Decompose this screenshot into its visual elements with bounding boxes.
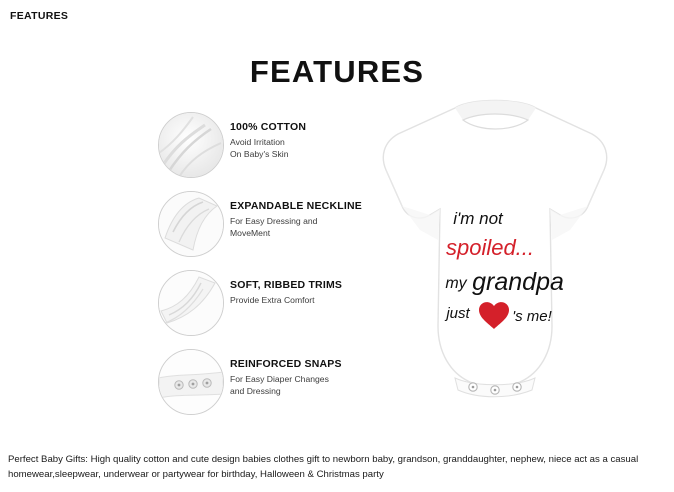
feature-desc-line1: Avoid Irritation bbox=[230, 137, 285, 147]
feature-item bbox=[158, 349, 368, 428]
feature-item bbox=[158, 112, 368, 191]
feature-text bbox=[230, 358, 370, 397]
feature-text bbox=[230, 200, 370, 239]
print-line-3b: grandpa bbox=[472, 268, 564, 296]
ribbed-trim-icon bbox=[158, 270, 224, 336]
feature-desc-line2: and Dressing bbox=[230, 385, 281, 396]
feature-desc-line1: Provide Extra Comfort bbox=[230, 295, 315, 305]
feature-text bbox=[230, 121, 370, 160]
feature-desc-line2: On Baby's Skin bbox=[230, 148, 289, 159]
feature-item bbox=[158, 270, 368, 349]
feature-title: 100% COTTON bbox=[230, 121, 307, 133]
neckline-icon bbox=[158, 191, 224, 257]
panel-title: FEATURES bbox=[249, 54, 425, 89]
feature-title: EXPANDABLE NECKLINE bbox=[230, 200, 362, 212]
baby-onesie-bodysuit bbox=[360, 90, 630, 420]
feature-item bbox=[158, 191, 368, 270]
snaps-icon bbox=[158, 349, 224, 415]
feature-title: SOFT, RIBBED TRIMS bbox=[230, 279, 343, 291]
print-line-3a: my bbox=[445, 275, 467, 292]
print-line-4b: 's me! bbox=[512, 308, 552, 325]
features-panel bbox=[0, 32, 674, 432]
feature-desc-line1: For Easy Dressing and bbox=[230, 216, 318, 226]
feature-desc-line2: MoveMent bbox=[230, 227, 271, 238]
cotton-swirl-icon bbox=[158, 112, 224, 178]
print-line-4a: just bbox=[446, 305, 470, 322]
feature-title: REINFORCED SNAPS bbox=[230, 358, 342, 370]
feature-text bbox=[230, 279, 370, 307]
product-description: Perfect Baby Gifts: High quality cotton and cute design babies clothes gift to newborn baby, grandson, granddaughter, nephew, niece act as a casual homewear,sleepwear, underwear or partywear for birthday, Halloween & Christmas party bbox=[8, 454, 639, 480]
print-line-2: spoiled... bbox=[445, 235, 535, 260]
section-label: FEATURES bbox=[10, 10, 69, 22]
print-line-1: i'm not bbox=[453, 209, 503, 228]
feature-desc-line1: For Easy Diaper Changes bbox=[230, 374, 329, 384]
feature-list bbox=[158, 112, 368, 428]
